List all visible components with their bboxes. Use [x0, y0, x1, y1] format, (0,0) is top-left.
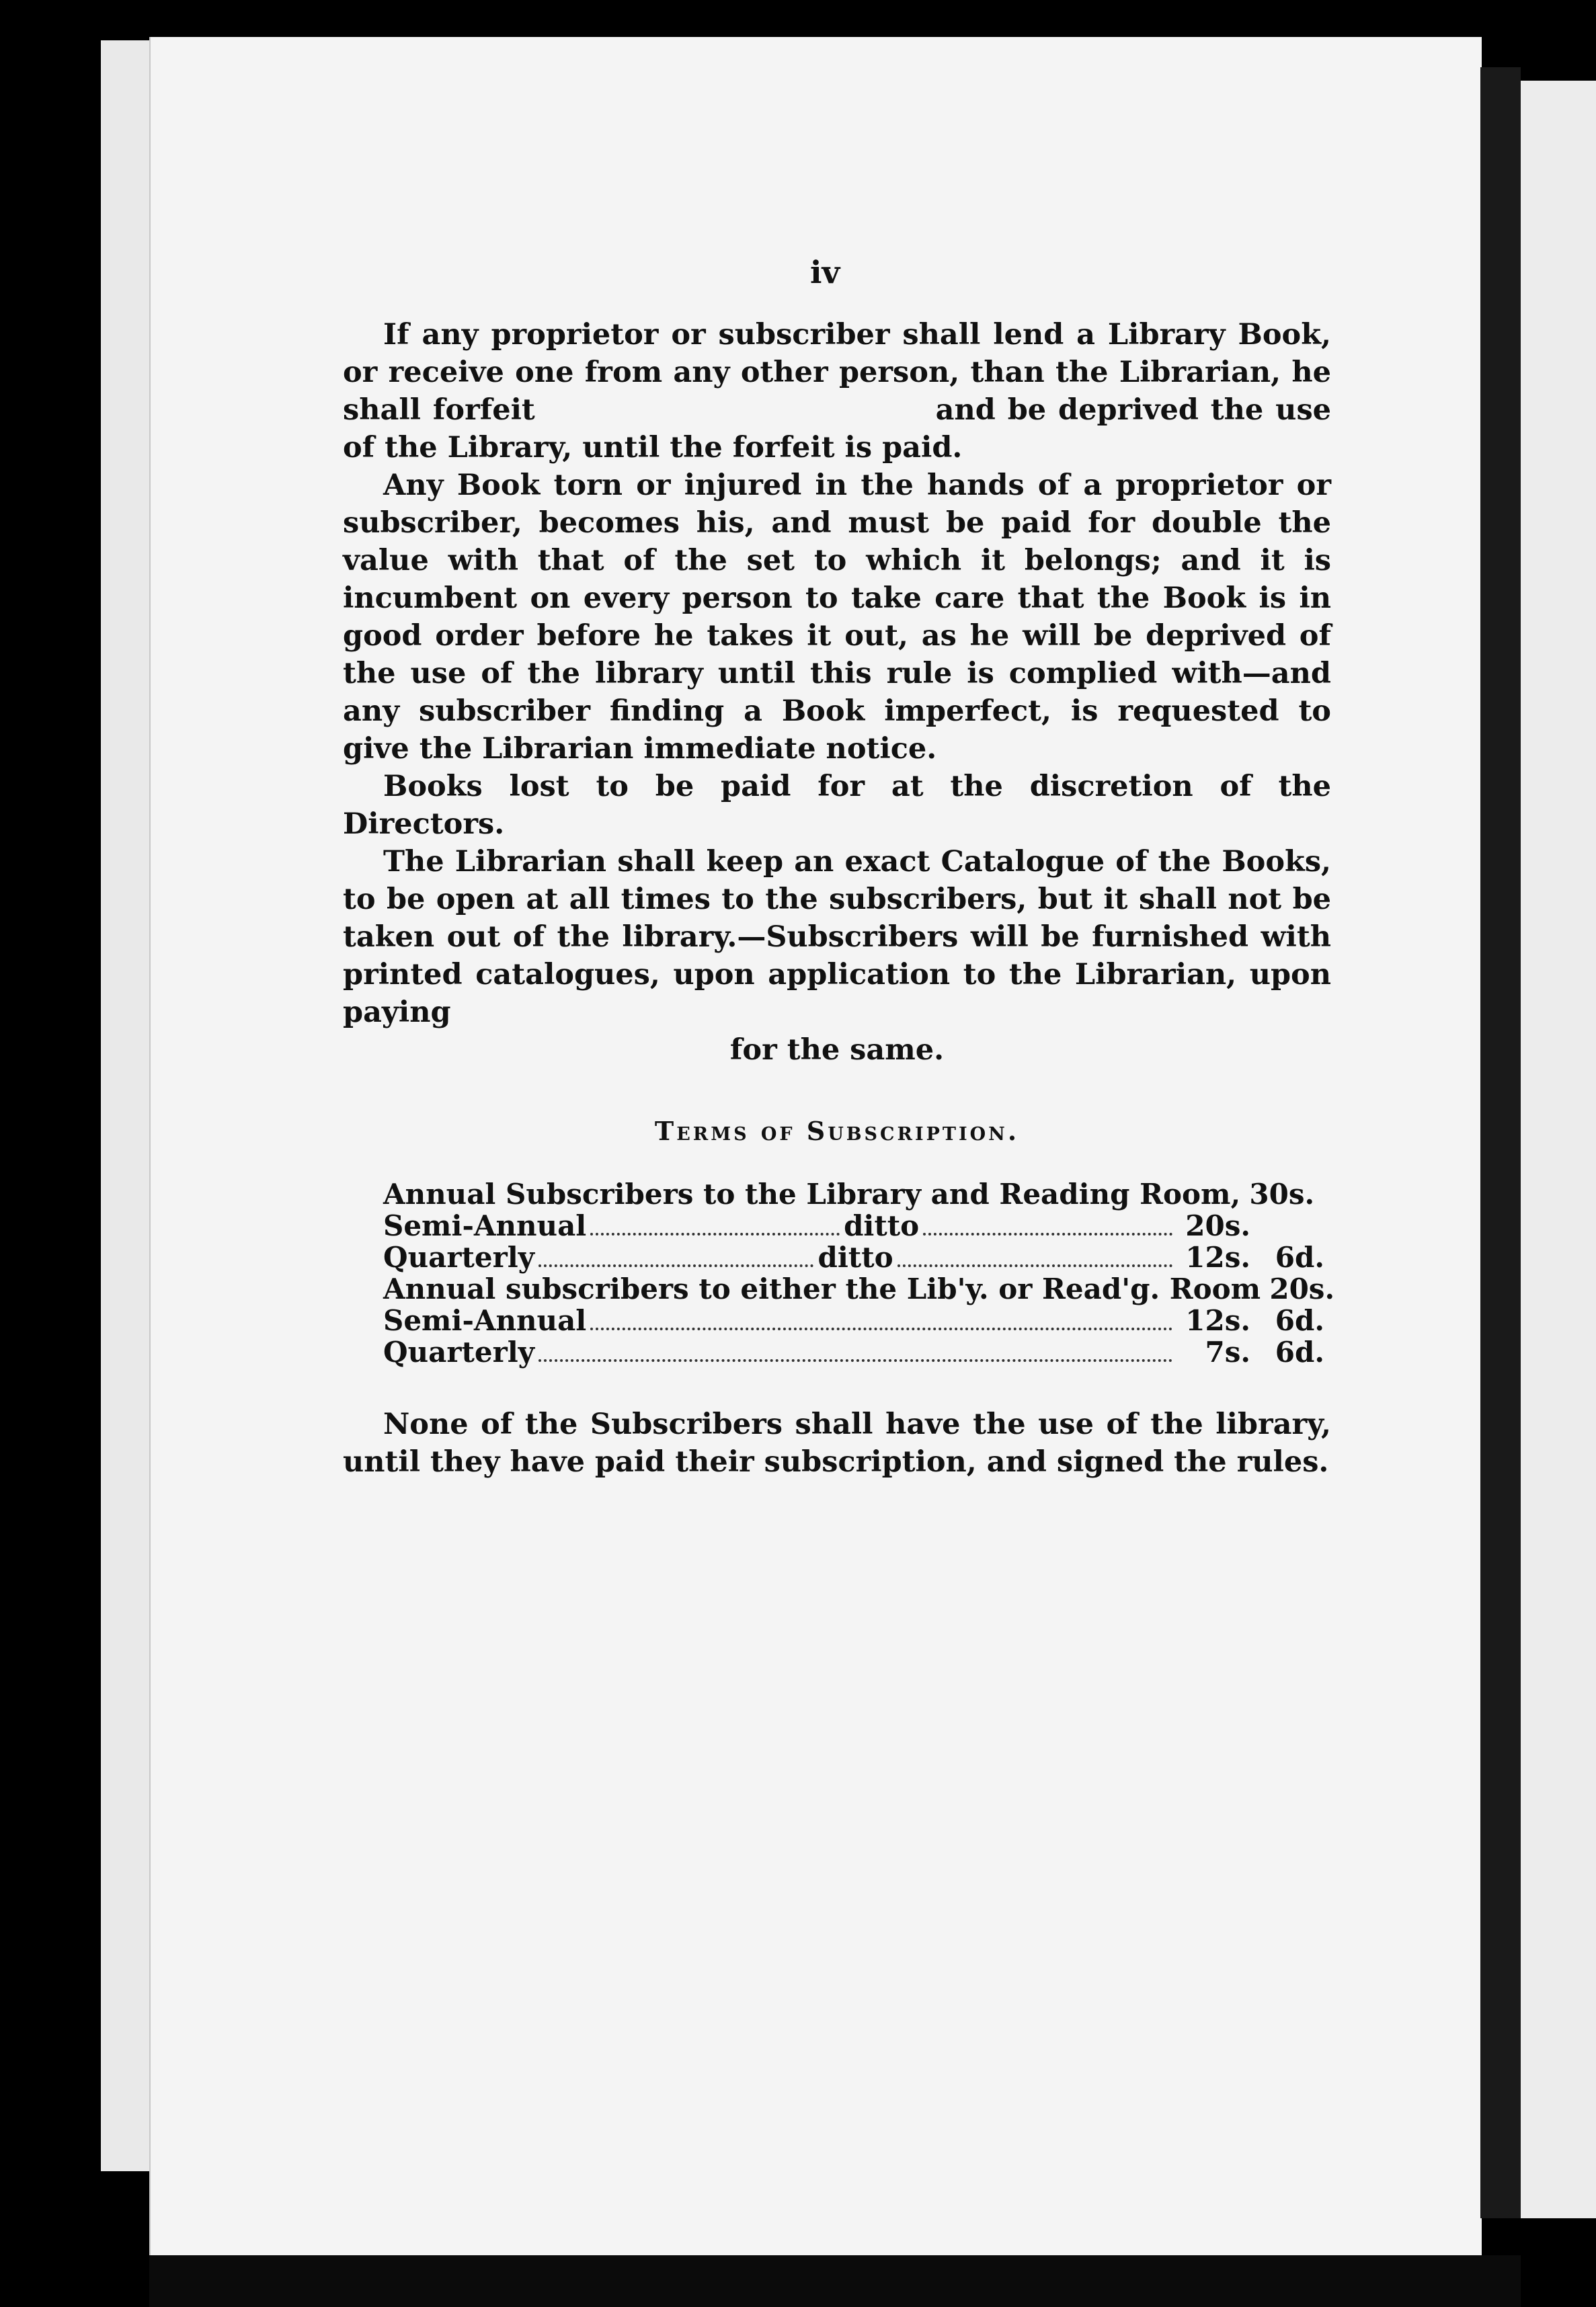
rule-paragraph-damage: Any Book torn or injured in the hands of a proprietor or subscriber, becomes his, and must be paid for double the value with that of the set to which it belongs; and it is incumbent on every person to take care that the Book is in good order before he takes it out, as he will be deprived of the use of the library until this rule is complied with—and any subscriber finding a Book imperfect, is requested to give the Librarian immediate notice.: [343, 469, 1331, 766]
term-row: [383, 1210, 1324, 1242]
term-row: [383, 1178, 1324, 1210]
term-shillings: 12s.: [1185, 1304, 1250, 1337]
rule-lending-text-after: and be deprived the use of the Library, until the forfeit is paid.: [343, 393, 1332, 464]
term-row: [383, 1305, 1324, 1336]
term-label: Annual Subscribers to the Library and Reading Room,: [383, 1178, 1241, 1211]
term-row: [383, 1242, 1324, 1273]
term-label: Semi-Annual: [383, 1304, 587, 1337]
term-row: [383, 1272, 1335, 1305]
binding-shadow: [1480, 67, 1521, 2218]
closing-rule: None of the Subscribers shall have the use of the library, until they have paid their subscription, and signed the rules.: [343, 1408, 1331, 1479]
leader-dots: [897, 1251, 1172, 1267]
rule-paragraph-lost-books: Books lost to be paid for at the discretion of the Directors.: [343, 770, 1331, 841]
leader-dots: [538, 1346, 1172, 1362]
term-pence: 6d.: [1275, 1241, 1324, 1274]
rule-catalogue-last-line: for the same.: [729, 1033, 945, 1067]
leader-dots: [590, 1219, 840, 1236]
term-shillings: 12s.: [1185, 1241, 1250, 1274]
leader-dots: [923, 1219, 1172, 1236]
previous-page-edge: [101, 40, 153, 2171]
term-pence: 6d.: [1275, 1304, 1324, 1337]
term-ditto: ditto: [817, 1241, 893, 1274]
rule-lending-text-before: If any proprietor or subscriber shall lend a Library Book, or receive one from any other person, than the Librarian, he shall forfeit: [343, 318, 1331, 427]
term-label: Annual subscribers to either the Lib'y. or Read'g. Room: [383, 1272, 1261, 1305]
term-label: Quarterly: [383, 1336, 535, 1369]
term-shillings: 20s.: [1185, 1209, 1251, 1242]
term-label: Quarterly: [383, 1241, 535, 1274]
terms-heading: Terms of Subscription.: [654, 1116, 1020, 1146]
bottom-shadow: [149, 2255, 1521, 2307]
next-page-edge: [1521, 81, 1596, 2218]
rule-paragraph-lending: [343, 316, 1331, 467]
rule-catalogue-text: The Librarian shall keep an exact Catalogue of the Books, to be open at all times to the subscribers, but it shall not be taken out of the library.—Subscribers will be furnished with printed catalogues, upon application to the Librarian, upon paying: [343, 845, 1331, 1029]
leader-dots: [538, 1251, 813, 1267]
rules-text-block: [343, 255, 1335, 1481]
term-shillings: 30s.: [1249, 1178, 1315, 1211]
page-number: iv: [810, 254, 840, 290]
term-row: [383, 1336, 1324, 1368]
term-pence: 6d.: [1275, 1336, 1324, 1369]
term-shillings: 20s.: [1269, 1272, 1335, 1305]
term-label: Semi-Annual: [383, 1209, 587, 1242]
leader-dots: [590, 1314, 1172, 1330]
term-shillings: 7s.: [1205, 1336, 1250, 1369]
terms-table: [383, 1178, 1335, 1369]
term-ditto: ditto: [844, 1209, 920, 1242]
rule-paragraph-catalogue: [343, 843, 1331, 1031]
